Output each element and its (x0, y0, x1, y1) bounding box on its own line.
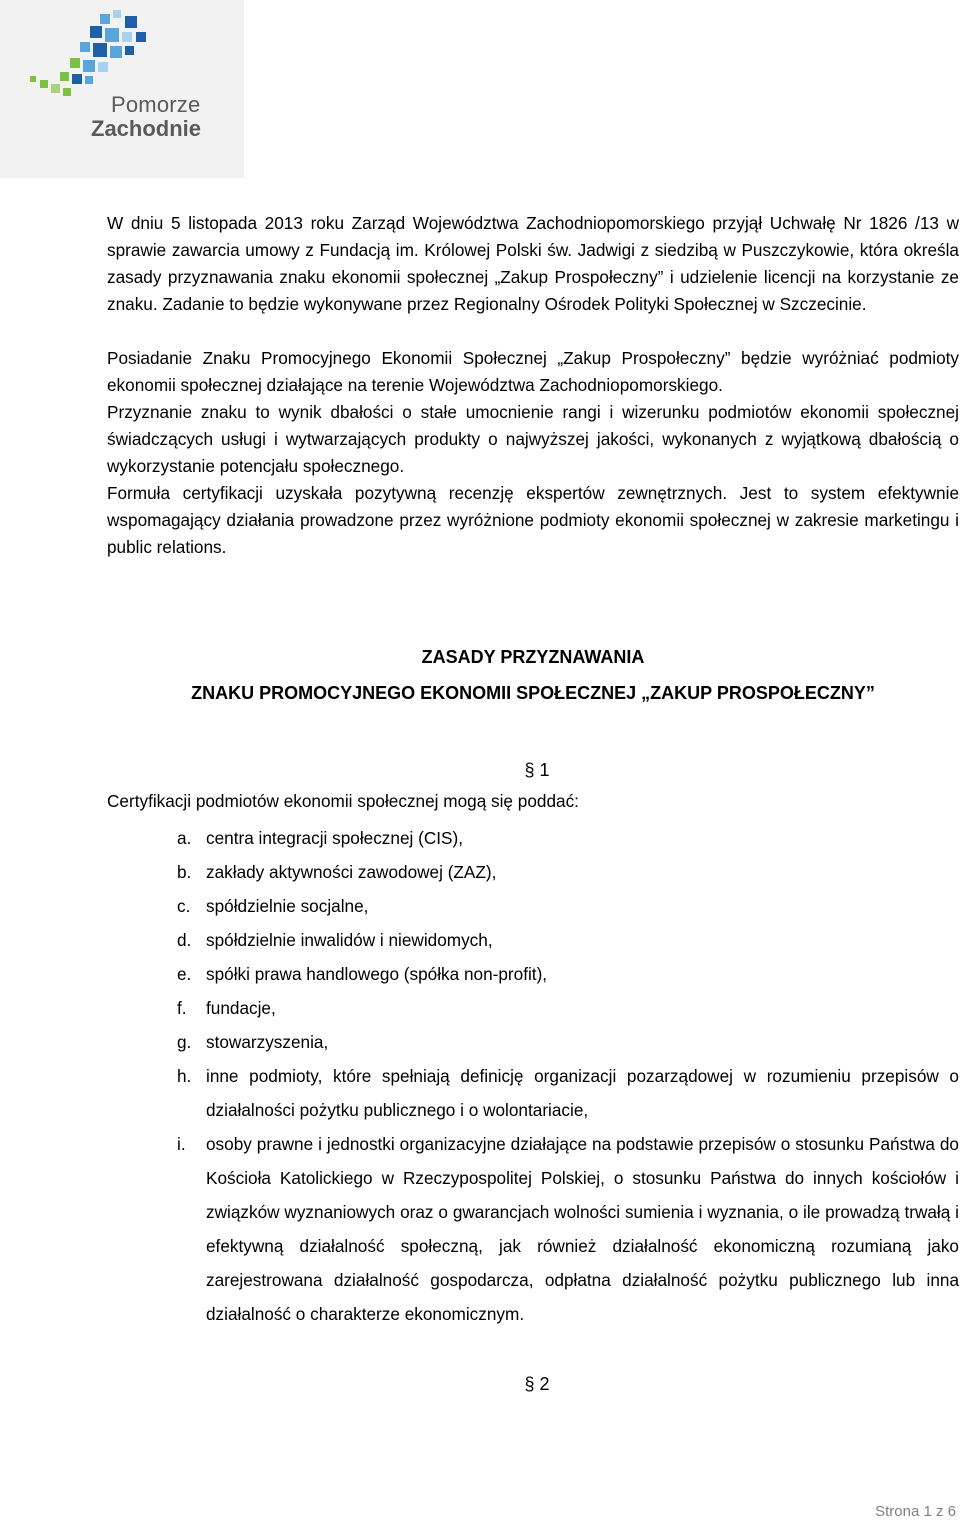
paragraph-znak: Posiadanie Znaku Promocyjnego Ekonomii Społecznej „Zakup Prospołeczny” będzie wyróżniać podmioty ekonomii społecznej działające na terenie Województwa Zachodniopomorskiego. (107, 348, 959, 395)
list-item (107, 1025, 959, 1059)
list-item-text: spółki prawa handlowego (spółka non-profit), (206, 964, 548, 984)
document-body (107, 210, 959, 1398)
paragraph-przyznanie: Przyznanie znaku to wynik dbałości o stałe umocnienie rangi i wizerunku podmiotów ekonomii społecznej świadczących usługi i wytwarzających produkty o najwyższej jakości, wykonanych z wyjątkową dbałością o wykorzystanie potencjału społecznego. (107, 402, 959, 476)
footer-total-pages: 6 (947, 1503, 956, 1520)
intro-paragraph: W dniu 5 listopada 2013 roku Zarząd Województwa Zachodniopomorskiego przyjął Uchwałę Nr 1826 /13 w sprawie zawarcia umowy z Fundacją im. Królowej Polski św. Jadwigi z siedzibą w Puszczykowie, która określa zasady przyznawania znaku ekonomii społecznej „Zakup Prospołeczny” i udzielenie licencji na korzystanie ze znaku. Zadanie to będzie wykonywane przez Regionalny Ośrodek Polityki Społecznej w Szczecinie. (107, 213, 959, 314)
footer-label: Strona (875, 1503, 920, 1520)
section-1-intro: Certyfikacji podmiotów ekonomii społecznej mogą się poddać: (107, 791, 579, 811)
list-item (107, 889, 959, 923)
list-item-letter: a. (177, 828, 192, 848)
list-item-letter: d. (177, 930, 192, 950)
list-item (107, 923, 959, 957)
list-item-text: inne podmioty, które spełniają definicję organizacji pozarządowej w rozumieniu przepisów o działalności pożytku publicznego i o wolontariacie, (206, 1066, 959, 1120)
list-item-text: centra integracji społecznej (CIS), (206, 828, 463, 848)
footer-page-number: 1 (923, 1503, 932, 1520)
list-item (107, 991, 959, 1025)
list-item-letter: e. (177, 964, 192, 984)
list-item-letter: h. (177, 1066, 192, 1086)
eligible-entities-list (107, 821, 959, 1331)
list-item-text: stowarzyszenia, (206, 1032, 329, 1052)
footer-of: z (935, 1503, 944, 1520)
list-item-letter: c. (177, 896, 191, 916)
title-line-1: ZASADY PRZYZNAWANIA (421, 647, 645, 667)
list-item-letter: i. (177, 1134, 186, 1154)
list-item (107, 957, 959, 991)
logo-line-1: Pomorze (111, 92, 201, 117)
list-item-text: zakłady aktywności zawodowej (ZAZ), (206, 862, 497, 882)
section-2-heading: § 2 (524, 1374, 550, 1394)
list-item (107, 1059, 959, 1127)
list-item-text: osoby prawne i jednostki organizacyjne działające na podstawie przepisów o stosunku Państwa do Kościoła Katolickiego w Rzeczypospolitej Polskiej, o stosunku Państwa do innych kościołów i związków wyznaniowych oraz o gwarancjach wolności sumienia i wyznania, o ile prowadzą trwałą i efektywną działalność społeczną, jak również działalność ekonomiczną rozumianą jako zarejestrowana działalność gospodarcza, odpłatna działalność pożytku publicznego lub inna działalność o charakterze ekonomicznym. (206, 1134, 959, 1324)
logo (0, 0, 244, 178)
list-item-letter: f. (177, 998, 187, 1018)
title-line-2: ZNAKU PROMOCYJNEGO EKONOMII SPOŁECZNEJ „ZAKUP PROSPOŁECZNY” (191, 683, 875, 703)
list-item-letter: g. (177, 1032, 192, 1052)
document-title (107, 639, 959, 711)
paragraph-formula: Formuła certyfikacji uzyskała pozytywną recenzję ekspertów zewnętrznych. Jest to system efektywnie wspomagający działania prowadzone przez wyróżnione podmioty ekonomii społecznej w zakresie marketingu i public relations. (107, 483, 959, 557)
pomorze-zachodnie-logo-icon (30, 10, 220, 100)
list-item-text: spółdzielnie inwalidów i niewidomych, (206, 930, 493, 950)
list-item (107, 821, 959, 855)
section-1-heading: § 1 (524, 760, 550, 780)
list-item (107, 1127, 959, 1331)
list-item-text: fundacje, (206, 998, 276, 1018)
list-item-text: spółdzielnie socjalne, (206, 896, 369, 916)
list-item-letter: b. (177, 862, 192, 882)
list-item (107, 855, 959, 889)
page-footer (875, 1503, 956, 1520)
logo-line-2: Zachodnie (91, 116, 202, 141)
